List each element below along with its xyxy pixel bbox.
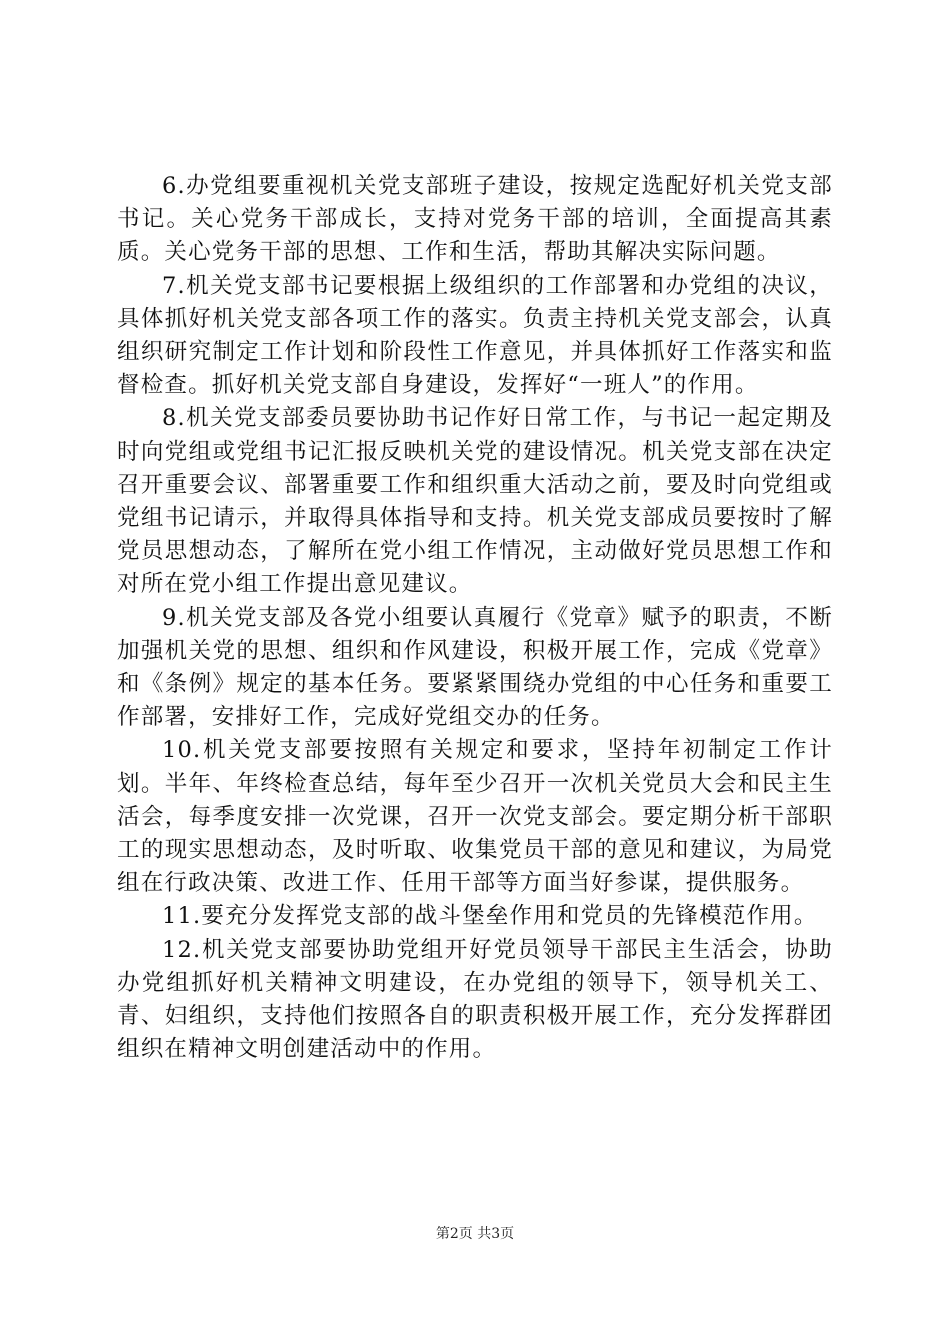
paragraph-item-9: 9.机关党支部及各党小组要认真履行《党章》赋予的职责，不断加强机关党的思想、组织和作风建设，积极开展工作，完成《党章》和《条例》规定的基本任务。要紧紧围绕办党组的中心任务和重要工作部署，安排好工作，完成好党组交办的任务。: [117, 604, 833, 731]
paragraph-item-11: 11.要充分发挥党支部的战斗堡垒作用和党员的先锋模范作用。: [162, 903, 818, 930]
paragraph-item-8: 8.机关党支部委员要协助书记作好日常工作，与书记一起定期及时向党组或党组书记汇报反映机关党的建设情况。机关党支部在决定召开重要会议、部署重要工作和组织重大活动之前，要及时向党组或党组书记请示，并取得具体指导和支持。机关党支部成员要按时了解党员思想动态，了解所在党小组工作情况，主动做好党员思想工作和对所在党小组工作提出意见建议。: [117, 405, 833, 598]
paragraph-item-6: 6.办党组要重视机关党支部班子建设，按规定选配好机关党支部书记。关心党务干部成长，支持对党务干部的培训，全面提高其素质。关心党务干部的思想、工作和生活，帮助其解决实际问题。: [117, 173, 833, 266]
page-number-footer: 第2页 共3页: [435, 1226, 515, 1242]
document-body: [117, 170, 833, 1066]
paragraph-item-7: 7.机关党支部书记要根据上级组织的工作部署和办党组的决议，具体抓好机关党支部各项工作的落实。负责主持机关党支部会，认真组织研究制定工作计划和阶段性工作意见，并具体抓好工作落实和监督检查。抓好机关党支部自身建设，发挥好“一班人”的作用。: [117, 272, 833, 399]
paragraph-item-12: 12.机关党支部要协助党组开好党员领导干部民主生活会，协助办党组抓好机关精神文明建设，在办党组的领导下，领导机关工、青、妇组织，支持他们按照各自的职责积极开展工作，充分发挥群团组织在精神文明创建活动中的作用。: [117, 936, 833, 1063]
paragraph-item-10: 10.机关党支部要按照有关规定和要求，坚持年初制定工作计划。半年、年终检查总结，每年至少召开一次机关党员大会和民主生活会，每季度安排一次党课，召开一次党支部会。要定期分析干部职工的现实思想动态，及时听取、收集党员干部的意见和建议，为局党组在行政决策、改进工作、任用干部等方面当好参谋，提供服务。: [117, 737, 833, 897]
